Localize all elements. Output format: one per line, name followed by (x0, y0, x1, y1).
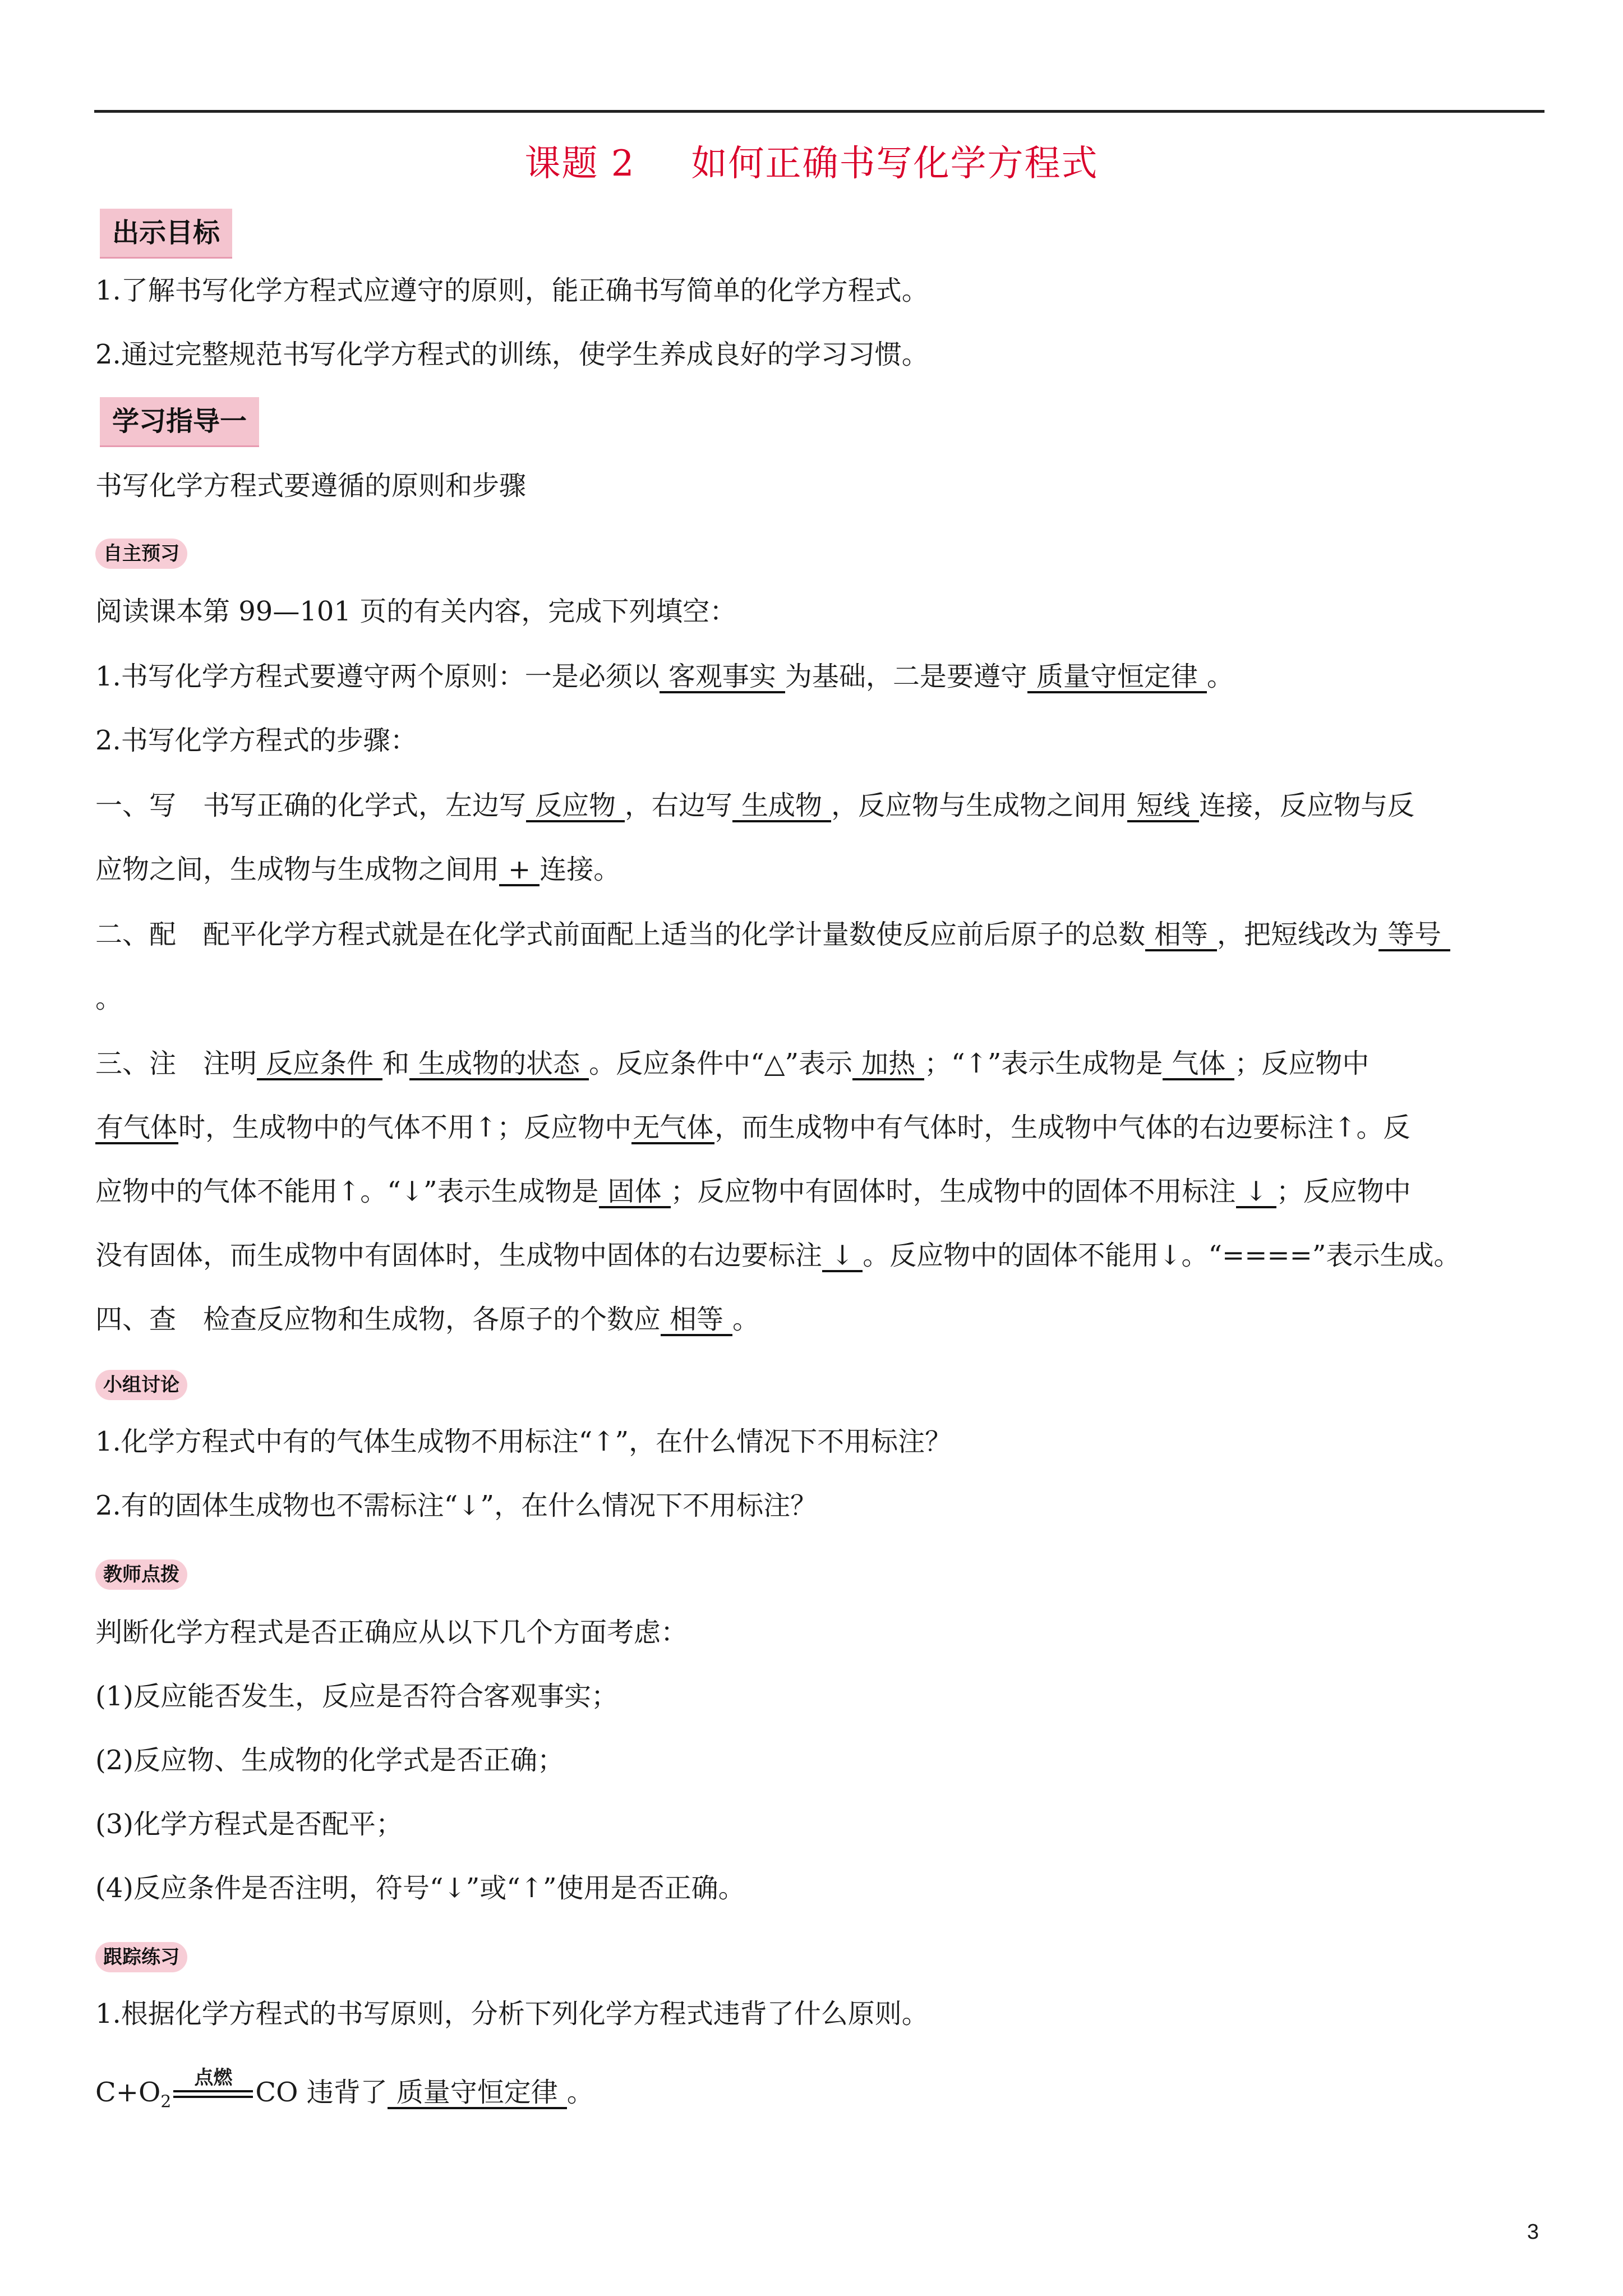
answer-blank: 气体 (1163, 1049, 1234, 1080)
goal-line-2: 2.通过完整规范书写化学方程式的训练，使学生养成良好的学习习惯。 (95, 339, 929, 370)
reaction-equals-sign: 点燃 (171, 2078, 255, 2111)
step-balance-line-2: 。 (95, 983, 123, 1014)
teacher-line-3: (2)反应物、生成物的化学式是否正确； (95, 1745, 564, 1776)
answer-blank: 无气体 (633, 1112, 714, 1143)
preview-line-2: 1.书写化学方程式要遵守两个原则：一是必须以 客观事实 为基础，二是要遵守 质量守恒定律 。 (95, 661, 1234, 692)
goal-line-1: 1.了解书写化学方程式应遵守的原则，能正确书写简单的化学方程式。 (95, 275, 929, 306)
answer-blank: 相等 (661, 1305, 732, 1336)
answer-blank: ↓ (1236, 1177, 1276, 1208)
step-check-line: 四、查 检查反应物和生成物，各原子的个数应 相等 。 (95, 1304, 760, 1335)
answer-blank: 反应条件 (257, 1049, 382, 1080)
answer-blank: 生成物 (732, 791, 831, 822)
tag-discussion: 小组讨论 (95, 1370, 187, 1400)
teacher-line-2: (1)反应能否发生，反应是否符合客观事实； (95, 1681, 618, 1712)
step-balance-line-1: 二、配 配平化学方程式就是在化学式前面配上适当的化学计量数使反应前后原子的总数 相等 ，把短线改为 等号 (95, 918, 1544, 951)
tag-teacher: 教师点拨 (95, 1559, 187, 1590)
answer-blank: 固体 (599, 1177, 671, 1208)
teacher-line-5: (4)反应条件是否注明，符号“↓”或“↑”使用是否正确。 (95, 1872, 745, 1904)
preview-line-1: 阅读课本第 99—101 页的有关内容，完成下列填空： (95, 596, 737, 627)
tag-practice: 跟踪练习 (95, 1942, 187, 1972)
step-write-line-2: 应物之间，生成物与生成物之间用 + 连接。 (95, 854, 621, 885)
answer-blank: 生成物的状态 (409, 1049, 589, 1080)
step-write-line-1: 一、写 书写正确的化学式，左边写 反应物 ，右边写 生成物 ，反应物与生成物之间用 短线 连接，反应物与反 (95, 790, 1415, 821)
answer-blank: 质量守恒定律 (1027, 662, 1207, 693)
preview-line-3: 2.书写化学方程式的步骤： (95, 725, 417, 756)
answer-blank: + (499, 855, 540, 886)
discussion-line-2: 2.有的固体生成物也不需标注“↓”，在什么情况下不用标注？ (95, 1490, 818, 1521)
answer-blank: 短线 (1127, 791, 1199, 822)
practice-equation-line: $C+O_2$ 点燃 CO 违背了 质量守恒定律 。 (95, 2076, 1544, 2119)
tag-preview: 自主预习 (95, 539, 187, 569)
answer-blank: 加热 (852, 1049, 924, 1080)
guide-intro: 书写化学方程式要遵循的原则和步骤 (95, 470, 527, 501)
page-number: 3 (1527, 2220, 1539, 2244)
answer-blank: 等号 (1378, 920, 1450, 951)
chemical-equation: $C+O_2$ 点燃 CO 违背了 (95, 2066, 388, 2112)
answer-blank: ↓ (822, 1241, 863, 1272)
answer-blank: 相等 (1145, 920, 1217, 951)
step-note-line-1: 三、注 注明 反应条件 和 生成物的状态 。反应条件中“△”表示 加热 ；“↑”表示生成物是 气体 ；反应物中 (95, 1048, 1370, 1079)
practice-line-1: 1.根据化学方程式的书写原则，分析下列化学方程式违背了什么原则。 (95, 1998, 929, 2030)
answer-blank: 有气体 (96, 1112, 178, 1143)
step-note-line-2: 有气体时，生成物中的气体不用↑；反应物中无气体，而生成物中有气体时，生成物中气体的右边要标注↑。反 (96, 1112, 1410, 1143)
section-label-goals: 出示目标 (100, 209, 232, 259)
discussion-line-1: 1.化学方程式中有的气体生成物不用标注“↑”，在什么情况下不用标注？ (95, 1426, 952, 1457)
answer-blank: 质量守恒定律 (388, 2078, 567, 2109)
step-note-line-3: 应物中的气体不能用↑。“↓”表示生成物是 固体 ；反应物中有固体时，生成物中的固体不用标注 ↓ ；反应物中 (95, 1176, 1411, 1207)
section-label-guide: 学习指导一 (100, 397, 259, 447)
teacher-line-1: 判断化学方程式是否正确应从以下几个方面考虑： (95, 1617, 688, 1648)
answer-blank: 客观事实 (660, 662, 785, 693)
teacher-line-4: (3)化学方程式是否配平； (95, 1809, 403, 1840)
top-rule (94, 110, 1544, 113)
answer-blank: 反应物 (526, 791, 625, 822)
step-note-line-4: 没有固体，而生成物中有固体时，生成物中固体的右边要标注 ↓ 。反应物中的固体不能用↓。“====”表示生成。 (95, 1240, 1461, 1271)
page-title: 课题 2 如何正确书写化学方程式 (524, 143, 1099, 185)
